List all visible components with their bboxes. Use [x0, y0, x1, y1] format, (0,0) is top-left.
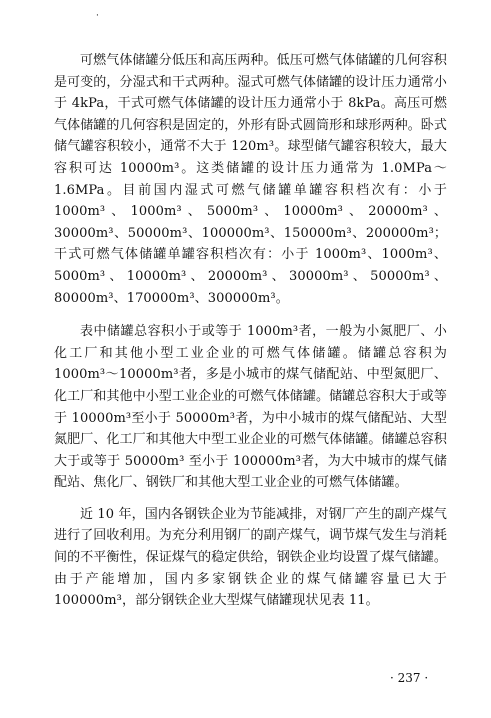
paragraph-storage-tank-types: 可燃气体储罐分低压和高压两种。低压可燃气体储罐的几何容积是可变的，分湿式和干式两种。湿式可燃气体储罐的设计压力通常小于 4kPa，干式可燃气体储罐的设计压力通常小于 8kPa。高压可燃气体储罐的几何容积是固定的，外形有卧式圆筒形和球形两种。卧式储气罐容积较小，通常不大于 120m³。球型储气罐容积较大，最大容积可达 10000m³。这类储罐的设计压力通常为 1.0MPa～1.6MPa。目前国内湿式可燃气储罐单罐容积档次有：小于 1000m³、1000m³、5000m³、10000m³、20000m³、30000m³、50000m³、100000m³、150000m³、200000m³；干式可燃气体储罐单罐容积档次有：小于 1000m³、1000m³、5000m³、10000m³、20000m³、30000m³、50000m³、80000m³、170000m³、300000m³。 [54, 53, 448, 306]
page-number: · 237 · [390, 671, 429, 685]
paragraph-tank-capacity-classes: 表中储罐总容积小于或等于 1000m³者，一般为小氮肥厂、小化工厂和其他小型工业企业的可燃气体储罐。储罐总容积为 1000m³～10000m³者，多是小城市的煤气储配站、中型氮肥厂、化工厂和其他中小型工业企业的可燃气体储罐。储罐总容积大于或等于 10000m³至小于 50000m³者，为中小城市的煤气储配站、大型氮肥厂、化工厂和其他大中型工业企业的可燃气体储罐。储罐总容积大于或等于 50000m³ 至小于 100000m³者，为大中城市的煤气储配站、焦化厂、钢铁厂和其他大型工业企业的可燃气体储罐。 [54, 324, 448, 491]
paragraph-steel-industry-tanks: 近 10 年，国内各钢铁企业为节能减排，对钢厂产生的副产煤气进行了回收利用。为充分利用钢厂的副产煤气，调节煤气发生与消耗间的不平衡性，保证煤气的稳定供给，钢铁企业均设置了煤气储罐。由于产能增加，国内多家钢铁企业的煤气储罐容量已大于 100000m³，部分钢铁企业大型煤气储罐现状见表 11。 [54, 506, 448, 609]
body-text [54, 50, 447, 622]
header-dot: · [96, 11, 99, 21]
